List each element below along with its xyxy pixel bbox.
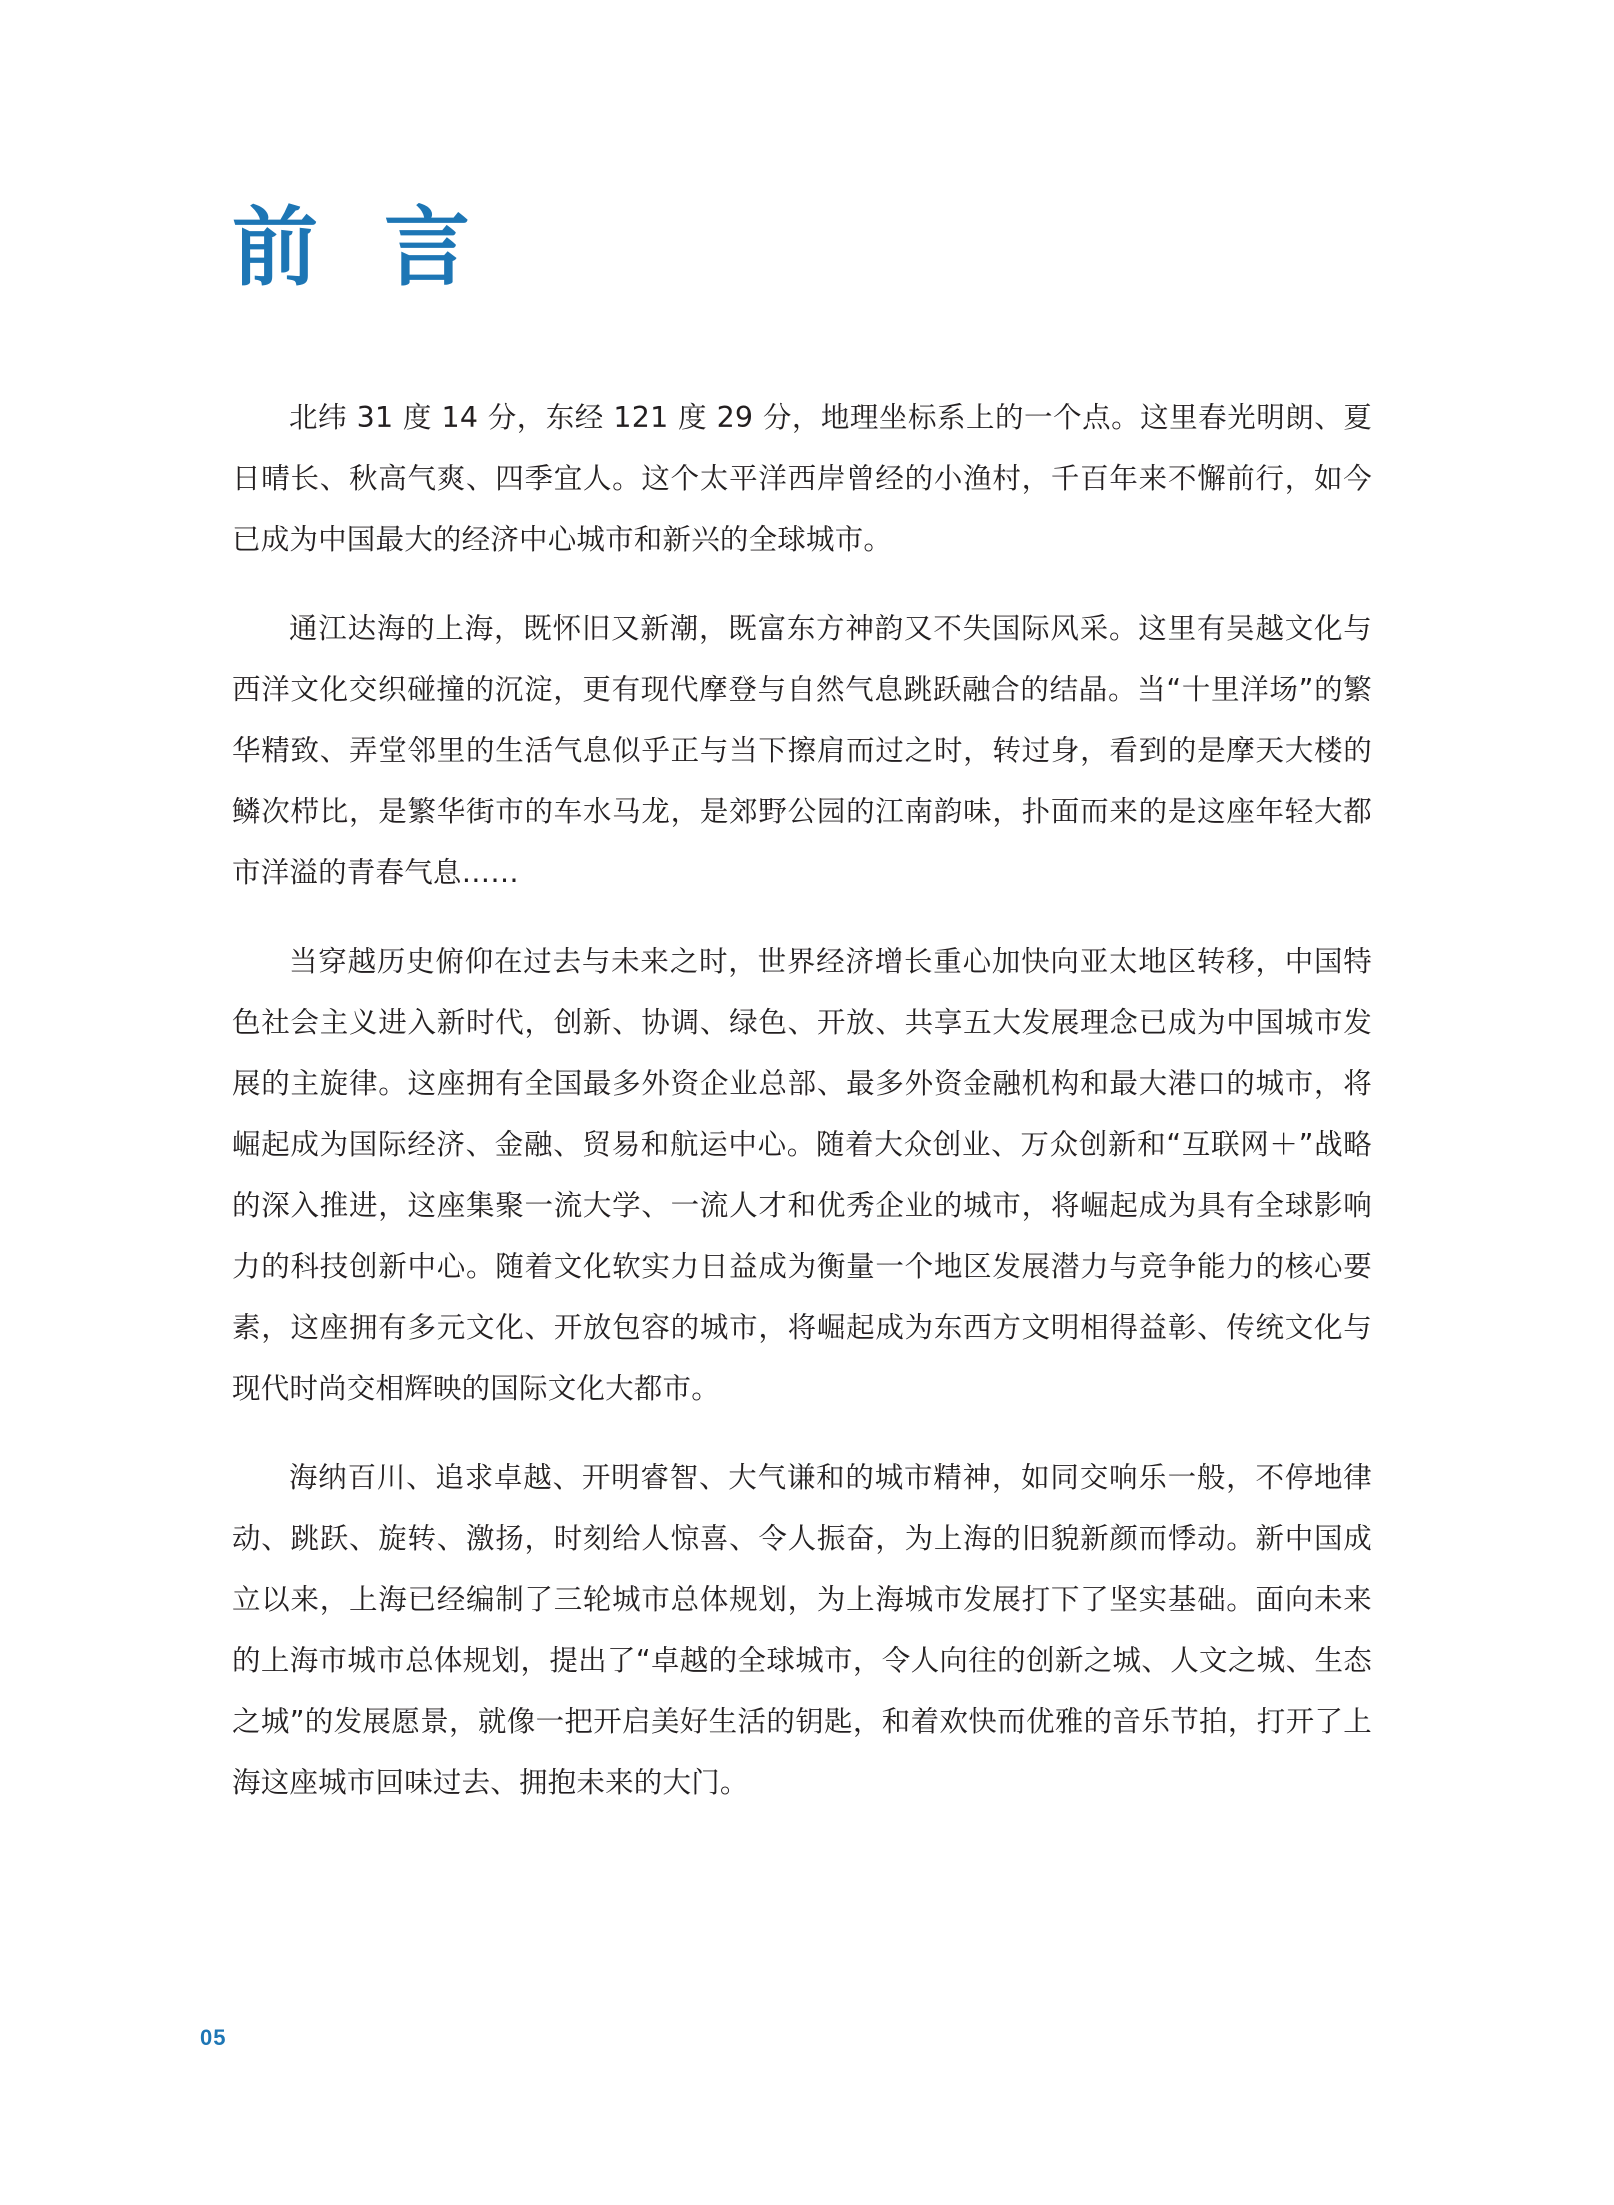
- paragraph: 海纳百川、追求卓越、开明睿智、大气谦和的城市精神，如同交响乐一般，不停地律动、跳跃、旋转、激扬，时刻给人惊喜、令人振奋，为上海的旧貌新颜而悸动。新中国成立以来，上海已经编制了三轮城市总体规划，为上海城市发展打下了坚实基础。面向未来的上海市城市总体规划，提出了“卓越的全球城市，令人向往的创新之城、人文之城、生态之城”的发展愿景，就像一把开启美好生活的钥匙，和着欢快而优雅的音乐节拍，打开了上海这座城市回味过去、拥抱未来的大门。: [232, 1461, 1372, 1799]
- paragraph: 通江达海的上海，既怀旧又新潮，既富东方神韵又不失国际风采。这里有吴越文化与西洋文化交织碰撞的沉淀，更有现代摩登与自然气息跳跃融合的结晶。当“十里洋场”的繁华精致、弄堂邻里的生活气息似乎正与当下擦肩而过之时，转过身，看到的是摩天大楼的鳞次栉比，是繁华街市的车水马龙，是郊野公园的江南韵味，扑面而来的是这座年轻大都市洋溢的青春气息……: [232, 612, 1372, 889]
- page-number: 05: [200, 2025, 227, 2050]
- preface-body: [232, 387, 1372, 1813]
- paragraph: 北纬 31 度 14 分，东经 121 度 29 分，地理坐标系上的一个点。这里春光明朗、夏日晴长、秋高气爽、四季宜人。这个太平洋西岸曾经的小渔村，千百年来不懈前行，如今已成为中国最大的经济中心城市和新兴的全球城市。: [232, 401, 1372, 556]
- page-content: [232, 0, 1372, 1813]
- paragraph: 当穿越历史俯仰在过去与未来之时，世界经济增长重心加快向亚太地区转移，中国特色社会主义进入新时代，创新、协调、绿色、开放、共享五大发展理念已成为中国城市发展的主旋律。这座拥有全国最多外资企业总部、最多外资金融机构和最大港口的城市，将崛起成为国际经济、金融、贸易和航运中心。随着大众创业、万众创新和“互联网＋”战略的深入推进，这座集聚一流大学、一流人才和优秀企业的城市，将崛起成为具有全球影响力的科技创新中心。随着文化软实力日益成为衡量一个地区发展潜力与竞争能力的核心要素，这座拥有多元文化、开放包容的城市，将崛起成为东西方文明相得益彰、传统文化与现代时尚交相辉映的国际文化大都市。: [232, 945, 1372, 1405]
- page-title: 前 言: [232, 198, 488, 298]
